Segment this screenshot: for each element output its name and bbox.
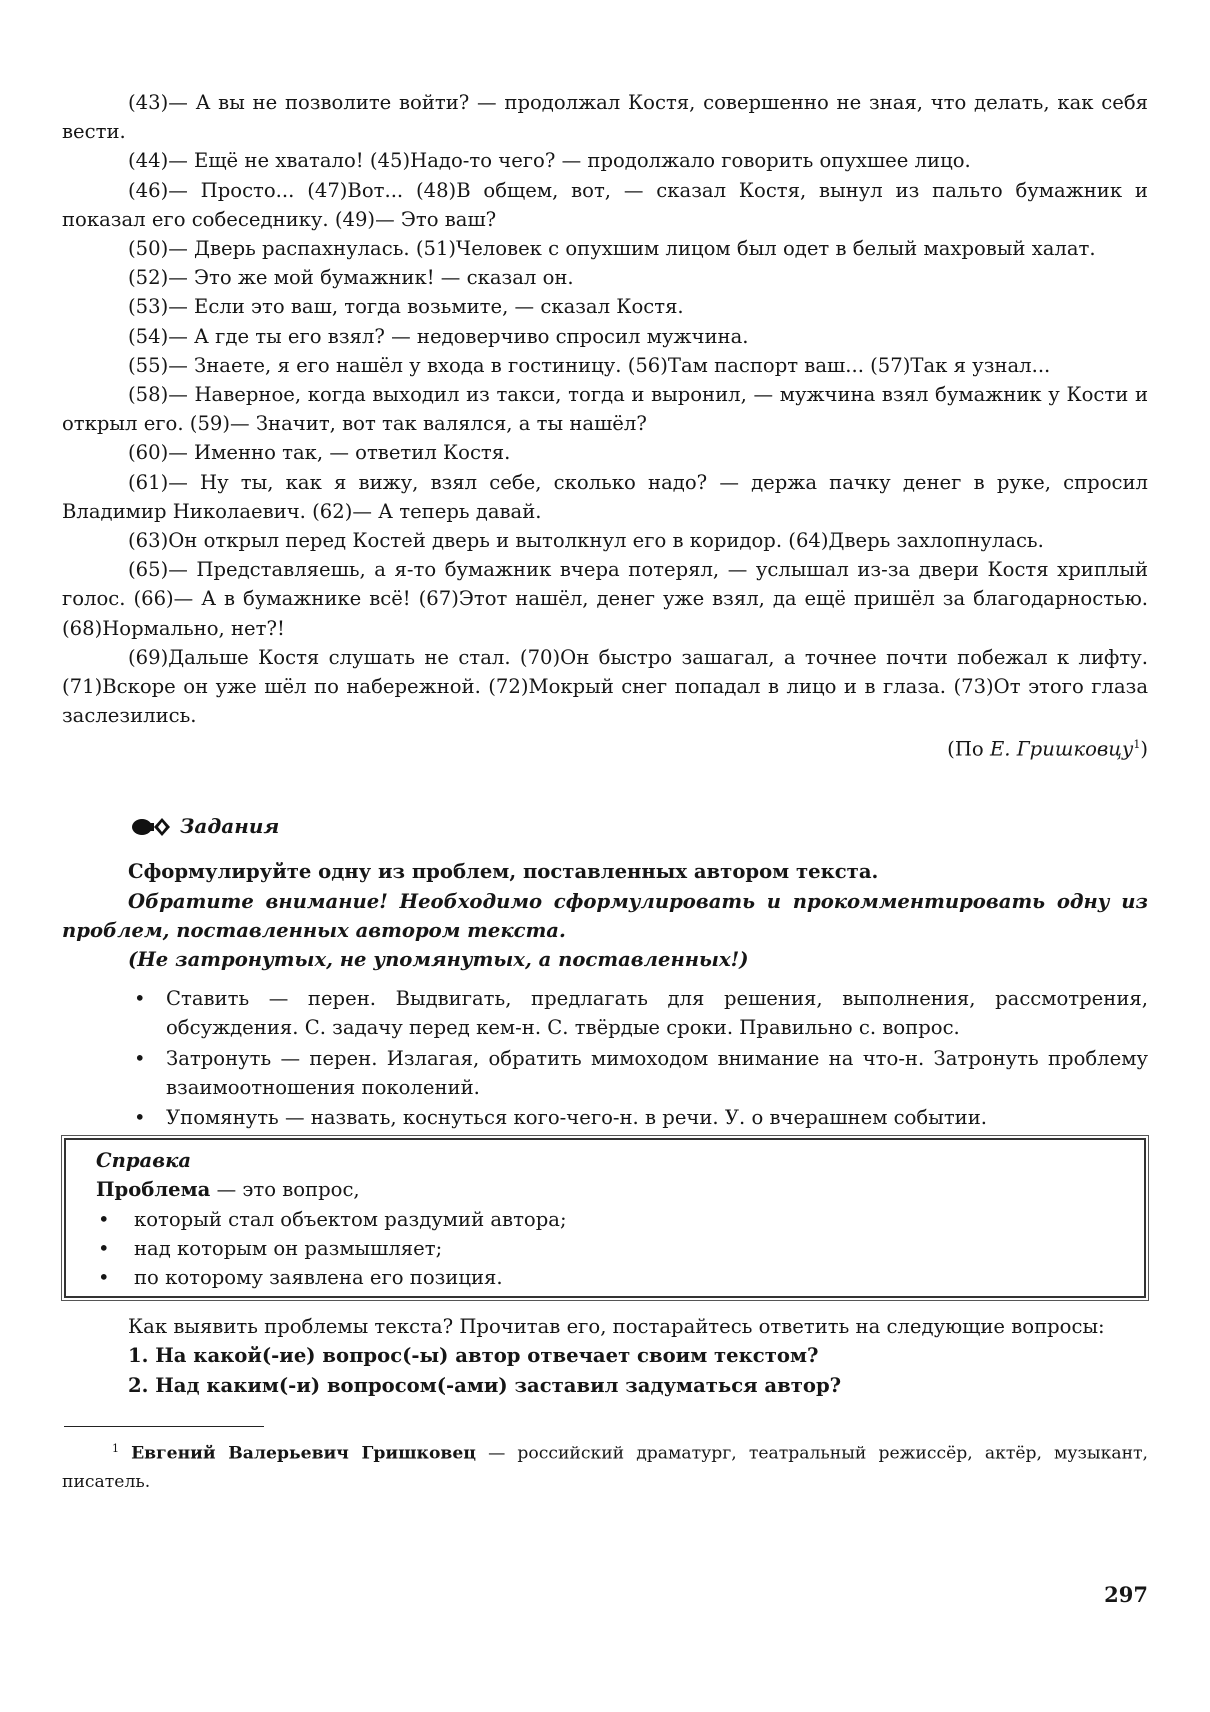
footnote-name: Евгений Валерьевич Гришковец xyxy=(131,1443,477,1464)
attribution-prefix: (По xyxy=(947,738,990,761)
reference-definition xyxy=(96,1175,1116,1204)
list-item: • Упомянуть — назвать, коснуться кого-чего-н. в речи. У. о вчерашнем событии. xyxy=(130,1103,1148,1132)
reference-box xyxy=(64,1138,1146,1298)
reference-title: Справка xyxy=(96,1149,192,1173)
list-item: • по которому заявлена его позиция. xyxy=(96,1263,1116,1292)
page-body xyxy=(62,88,1148,1496)
page-number: 297 xyxy=(1104,1582,1148,1607)
attribution-author: Е. Гришковцу xyxy=(989,738,1134,761)
paragraph: (55)— Знаете, я его нашёл у входа в гостиницу. (56)Там паспорт ваш... (57)Так я узнал... xyxy=(128,353,1051,377)
paragraph: (53)— Если это ваш, тогда возьмите, — сказал Костя. xyxy=(128,295,684,319)
list-item: • Ставить — перен. Выдвигать, предлагать для решения, выполнения, рассмотрения, обсуждения. С. задачу перед кем-н. С. твёрдые сроки. Правильно с. вопрос. xyxy=(130,984,1148,1042)
question: 2. Над каким(-и) вопросом(-ами) заставил задуматься автор? xyxy=(128,1373,842,1397)
paragraph: (60)— Именно так, — ответил Костя. xyxy=(128,441,511,465)
reference-definition-rest: — это вопрос, xyxy=(210,1178,360,1202)
reference-term: Проблема xyxy=(96,1178,211,1202)
question: 1. На какой(-ие) вопрос(-ы) автор отвечает своим текстом? xyxy=(128,1344,819,1368)
list-item: • Затронуть — перен. Излагая, обратить мимоходом внимание на что-н. Затронуть проблему взаимоотношения поколений. xyxy=(130,1044,1148,1102)
task-note: Обратите внимание! Необходимо сформулировать и прокомментировать одну из проблем, поставленных автором текста. xyxy=(62,889,1148,942)
footnote-text: — российский драматург, театральный режиссёр, актёр, музыкант, писатель. xyxy=(62,1443,1149,1492)
attribution xyxy=(62,730,1148,764)
paragraph: (69)Дальше Костя слушать не стал. (70)Он быстро зашагал, а точнее почти побежал к лифту. (71)Вскоре он уже шёл по набережной. (72)Мокрый снег попадал в лицо и в глаза. (73)От этого глаза заслезились. xyxy=(62,645,1148,728)
footnote-ref: 1 xyxy=(1133,738,1141,752)
reference-list xyxy=(96,1205,1116,1293)
paragraph: (46)— Просто... (47)Вот... (48)В общем, вот, — сказал Костя, вынул из пальто бумажник и показал его собеседнику. (49)— Это ваш? xyxy=(62,178,1148,231)
pencil-tasks-icon xyxy=(130,815,176,839)
paragraph: (44)— Ещё не хватало! (45)Надо-то чего? — продолжало говорить опухшее лицо. xyxy=(128,149,971,173)
paragraph: (50)— Дверь распахнулась. (51)Человек с опухшим лицом был одет в белый махровый халат. xyxy=(128,237,1096,261)
paragraph: (52)— Это же мой бумажник! — сказал он. xyxy=(128,266,574,290)
list-item: • который стал объектом раздумий автора; xyxy=(96,1205,1116,1234)
list-item: • над которым он размышляет; xyxy=(96,1234,1116,1263)
story-text xyxy=(62,88,1148,764)
how-to-intro: Как выявить проблемы текста? Прочитав его, постарайтесь ответить на следующие вопросы: xyxy=(128,1315,1105,1339)
paragraph: (43)— А вы не позволите войти? — продолжал Костя, совершенно не зная, что делать, как себя вести. xyxy=(62,91,1148,144)
footnote xyxy=(62,1435,1148,1496)
definitions-list xyxy=(62,984,1148,1132)
attribution-suffix: ) xyxy=(1140,738,1148,761)
paragraph: (65)— Представляешь, а я-то бумажник вчера потерял, — услышал из-за двери Костя хриплый голос. (66)— А в бумажнике всё! (67)Этот нашёл, денег уже взял, да ещё пришёл за благодарностью. (68)Нормально, нет?! xyxy=(62,558,1148,640)
footnote-marker: 1 xyxy=(112,1441,119,1455)
paragraph: (58)— Наверное, когда выходил из такси, тогда и выронил, — мужчина взял бумажник у Кости и открыл его. (59)— Значит, вот так валялся, а ты нашёл? xyxy=(62,383,1148,436)
task-note-2: (Не затронутых, не упомянутых, а поставленных!) xyxy=(128,948,749,972)
footnote-divider xyxy=(64,1426,264,1427)
paragraph: (54)— А где ты его взял? — недоверчиво спросил мужчина. xyxy=(128,324,749,348)
tasks-heading xyxy=(62,812,1148,841)
paragraph: (61)— Ну ты, как я вижу, взял себе, сколько надо? — держа пачку денег в руке, спросил Владимир Николаевич. (62)— А теперь давай. xyxy=(62,470,1148,523)
paragraph: (63)Он открыл перед Костей дверь и вытолкнул его в коридор. (64)Дверь захлопнулась. xyxy=(128,529,1044,553)
tasks-title: Задания xyxy=(180,814,280,839)
task-instruction: Сформулируйте одну из проблем, поставленных автором текста. xyxy=(128,860,879,884)
